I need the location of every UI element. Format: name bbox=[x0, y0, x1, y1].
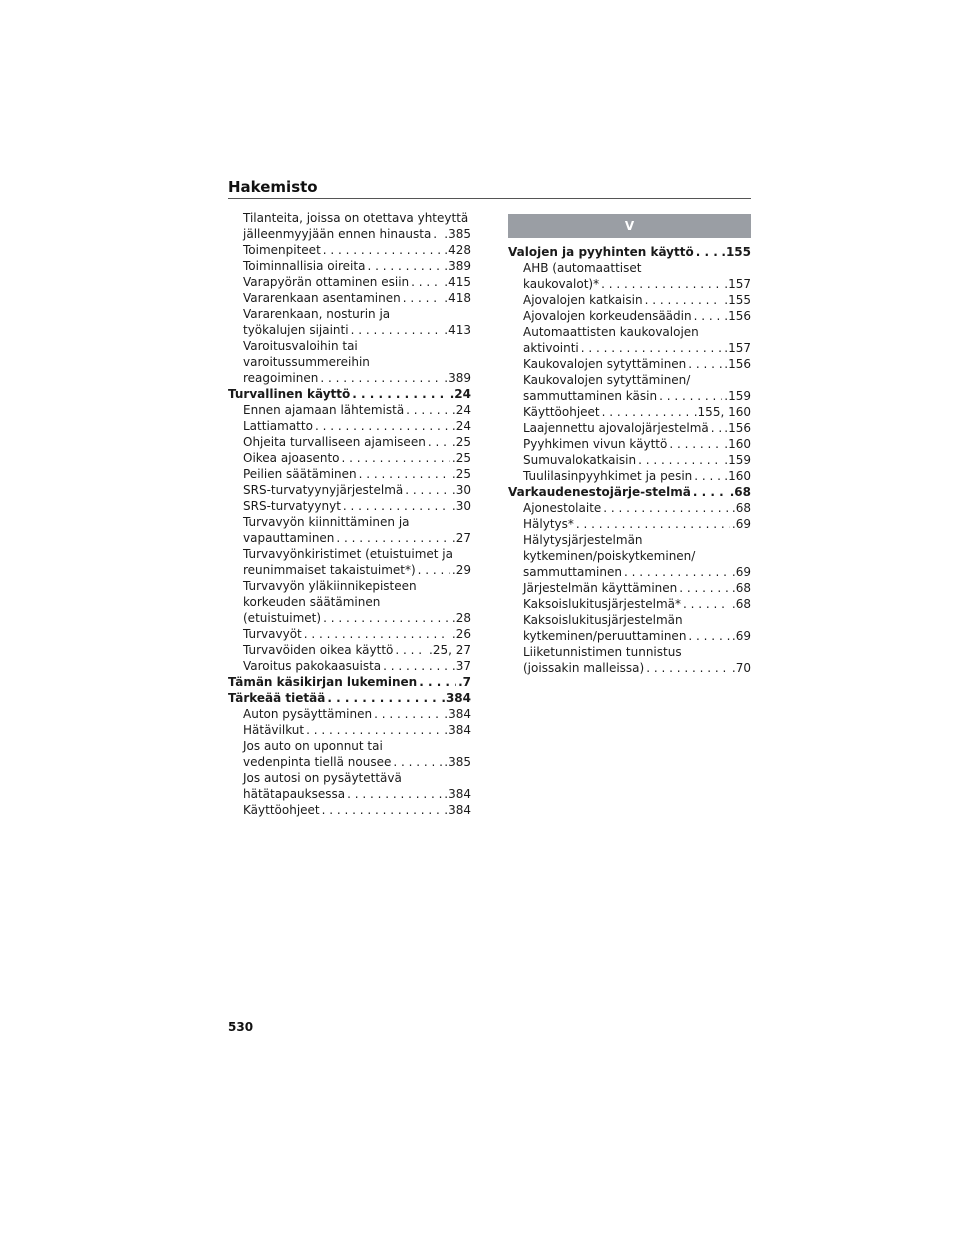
entry-text: Valojen ja pyyhinten käyttö bbox=[508, 245, 694, 259]
index-entry bbox=[228, 482, 471, 498]
page-reference: .30 bbox=[451, 499, 471, 513]
index-entry bbox=[508, 660, 751, 676]
index-entry bbox=[228, 738, 471, 754]
entry-text: vapauttaminen bbox=[243, 531, 335, 545]
dot-leader bbox=[711, 420, 723, 436]
page-reference: .157 bbox=[724, 277, 751, 291]
index-entry bbox=[508, 260, 751, 276]
entry-text: Hälytysjärjestelmän bbox=[523, 533, 643, 547]
entry-text: Pyyhkimen vivun käyttö bbox=[523, 437, 668, 451]
page-reference: .155 bbox=[721, 245, 751, 259]
dot-leader bbox=[323, 242, 443, 258]
entry-text: (joissakin malleissa) bbox=[523, 661, 645, 675]
dot-leader bbox=[659, 388, 722, 404]
entry-text: Turvavöiden oikea käyttö bbox=[243, 643, 394, 657]
page-reference: .68 bbox=[731, 501, 751, 515]
index-entry bbox=[508, 580, 751, 596]
index-entry bbox=[228, 210, 471, 226]
index-entry bbox=[228, 322, 471, 338]
entry-text: Toimenpiteet bbox=[243, 243, 321, 257]
index-entry bbox=[228, 770, 471, 786]
page-reference: .159 bbox=[724, 453, 751, 467]
index-entry bbox=[228, 786, 471, 802]
page-reference: .25 bbox=[451, 435, 471, 449]
entry-text: sammuttaminen bbox=[523, 565, 622, 579]
dot-leader bbox=[343, 498, 450, 514]
entry-text: korkeuden säätäminen bbox=[243, 595, 381, 609]
index-entry bbox=[228, 434, 471, 450]
index-entry bbox=[228, 594, 471, 610]
entry-text: Varoitusvaloihin tai bbox=[243, 339, 358, 353]
entry-text: Toiminnallisia oireita bbox=[243, 259, 366, 273]
page-reference: .26 bbox=[451, 627, 471, 641]
page-reference: .385 bbox=[444, 755, 471, 769]
entry-text: Turvavyöt bbox=[243, 627, 302, 641]
dot-leader bbox=[601, 276, 722, 292]
index-entry bbox=[228, 642, 471, 658]
entry-text: Turvallinen käyttö bbox=[228, 387, 351, 401]
entry-text: Oikea ajoasento bbox=[243, 451, 340, 465]
index-entry bbox=[228, 514, 471, 530]
index-entry bbox=[228, 530, 471, 546]
entry-text: Käyttöohjeet bbox=[243, 803, 320, 817]
page-reference: .69 bbox=[731, 629, 751, 643]
index-heading bbox=[228, 386, 471, 402]
index-entry bbox=[228, 306, 471, 322]
entry-text: Laajennettu ajovalojärjestelmä bbox=[523, 421, 709, 435]
index-entry bbox=[228, 562, 471, 578]
page-reference: .25, 27 bbox=[429, 643, 471, 657]
dot-leader bbox=[418, 562, 450, 578]
dot-leader bbox=[306, 722, 442, 738]
page-reference: .25 bbox=[451, 467, 471, 481]
dot-leader bbox=[359, 466, 450, 482]
entry-text: SRS-turvatyynyt bbox=[243, 499, 341, 513]
dot-leader bbox=[322, 802, 443, 818]
page-reference: .413 bbox=[444, 323, 471, 337]
index-entry bbox=[508, 340, 751, 356]
page-reference: .25 bbox=[451, 451, 471, 465]
dot-leader bbox=[405, 482, 450, 498]
dot-leader bbox=[646, 660, 730, 676]
index-entry bbox=[228, 450, 471, 466]
index-entry bbox=[508, 500, 751, 516]
index-entry bbox=[228, 546, 471, 562]
entry-text: Peilien säätäminen bbox=[243, 467, 357, 481]
entry-text: Ajonestolaite bbox=[523, 501, 602, 515]
page-reference: .156 bbox=[724, 309, 751, 323]
entry-text: Varapyörän ottaminen esiin bbox=[243, 275, 410, 289]
index-entry bbox=[508, 356, 751, 372]
index-entries-right bbox=[508, 244, 751, 676]
dot-leader bbox=[323, 610, 450, 626]
page-reference: .159 bbox=[724, 389, 751, 403]
index-entry bbox=[508, 324, 751, 340]
index-entry bbox=[508, 436, 751, 452]
index-entry bbox=[508, 420, 751, 436]
dot-leader bbox=[576, 516, 730, 532]
entry-text: jälleenmyyjään ennen hinausta bbox=[243, 227, 432, 241]
dot-leader bbox=[367, 258, 442, 274]
index-entry bbox=[508, 308, 751, 324]
page-reference: .24 bbox=[451, 419, 471, 433]
dot-leader bbox=[428, 434, 450, 450]
entry-text: Ennen ajamaan lähtemistä bbox=[243, 403, 405, 417]
entry-text: Turvavyönkiristimet (etuistuimet ja bbox=[243, 547, 453, 561]
entry-text: Automaattisten kaukovalojen bbox=[523, 325, 699, 339]
page-reference: .70 bbox=[731, 661, 751, 675]
page-reference: .385 bbox=[444, 227, 471, 241]
page-reference: .69 bbox=[731, 565, 751, 579]
index-entry bbox=[228, 338, 471, 354]
page-reference: .24 bbox=[449, 387, 471, 401]
entry-text: kytkeminen/poiskytkeminen/ bbox=[523, 549, 696, 563]
page-reference: .384 bbox=[444, 707, 471, 721]
page-reference: .28 bbox=[451, 611, 471, 625]
page-reference: .156 bbox=[724, 421, 751, 435]
entry-text: työkalujen sijainti bbox=[243, 323, 349, 337]
index-entry bbox=[228, 754, 471, 770]
dot-leader bbox=[683, 596, 730, 612]
dot-leader bbox=[393, 754, 442, 770]
page-reference: .160 bbox=[724, 469, 751, 483]
dot-leader bbox=[688, 628, 729, 644]
index-entry bbox=[228, 226, 471, 242]
entry-text: Kaukovalojen sytyttäminen bbox=[523, 357, 687, 371]
dot-leader bbox=[406, 402, 450, 418]
page-reference: .428 bbox=[444, 243, 471, 257]
entry-text: Hätävilkut bbox=[243, 723, 305, 737]
entry-text: Jos auto on uponnut tai bbox=[243, 739, 383, 753]
index-entry bbox=[508, 644, 751, 660]
dot-leader bbox=[638, 452, 722, 468]
index-entry bbox=[228, 274, 471, 290]
dot-leader bbox=[320, 370, 442, 386]
index-entry bbox=[508, 372, 751, 388]
dot-leader bbox=[419, 674, 456, 690]
index-entry bbox=[228, 658, 471, 674]
section-letter: V bbox=[624, 219, 635, 233]
dot-leader bbox=[433, 226, 442, 242]
page-reference: .27 bbox=[451, 531, 471, 545]
index-entry bbox=[508, 452, 751, 468]
entry-text: Sumuvalokatkaisin bbox=[523, 453, 637, 467]
entry-text: Tärkeää tietää bbox=[228, 691, 326, 705]
index-entry bbox=[228, 258, 471, 274]
dot-leader bbox=[395, 642, 427, 658]
page-reference: .29 bbox=[451, 563, 471, 577]
entry-text: Järjestelmän käyttäminen bbox=[523, 581, 678, 595]
dot-leader bbox=[581, 340, 723, 356]
entry-text: Auton pysäyttäminen bbox=[243, 707, 373, 721]
page-reference: .30 bbox=[451, 483, 471, 497]
entry-text: aktivointi bbox=[523, 341, 579, 355]
page-reference: .68 bbox=[731, 597, 751, 611]
index-entry bbox=[508, 564, 751, 580]
dot-leader bbox=[669, 436, 722, 452]
dot-leader bbox=[327, 690, 439, 706]
page-reference: .69 bbox=[731, 517, 751, 531]
index-entry bbox=[508, 388, 751, 404]
page-reference: .155 bbox=[724, 293, 751, 307]
entry-text: Turvavyön yläkiinnikepisteen bbox=[243, 579, 417, 593]
entry-text: Lattiamatto bbox=[243, 419, 313, 433]
index-entry bbox=[228, 722, 471, 738]
dot-leader bbox=[315, 418, 450, 434]
page-reference: .68 bbox=[731, 581, 751, 595]
entry-text: Kaksoislukitusjärjestelmä* bbox=[523, 597, 681, 611]
entry-text: kytkeminen/peruuttaminen bbox=[523, 629, 687, 643]
index-entry bbox=[228, 354, 471, 370]
entry-text: Tuulilasinpyyhkimet ja pesin bbox=[523, 469, 693, 483]
dot-leader bbox=[403, 290, 443, 306]
entry-text: Tämän käsikirjan lukeminen bbox=[228, 675, 418, 689]
index-entry bbox=[228, 578, 471, 594]
entry-text: Kaksoislukitusjärjestelmän bbox=[523, 613, 683, 627]
entry-text: Vararenkaan, nosturin ja bbox=[243, 307, 391, 321]
entry-text: sammuttaminen käsin bbox=[523, 389, 658, 403]
page-reference: .384 bbox=[444, 803, 471, 817]
entry-text: kaukovalot)* bbox=[523, 277, 600, 291]
entry-text: Hälytys* bbox=[523, 517, 574, 531]
page-reference: .157 bbox=[724, 341, 751, 355]
dot-leader bbox=[603, 500, 730, 516]
dot-leader bbox=[347, 786, 442, 802]
page-number: 530 bbox=[228, 1020, 254, 1034]
dot-leader bbox=[679, 580, 730, 596]
dot-leader bbox=[411, 274, 442, 290]
index-entry bbox=[508, 292, 751, 308]
dot-leader bbox=[351, 322, 443, 338]
index-entry bbox=[508, 612, 751, 628]
dot-leader bbox=[694, 468, 722, 484]
index-entry bbox=[508, 468, 751, 484]
page-reference: .384 bbox=[444, 787, 471, 801]
header-divider bbox=[228, 198, 751, 199]
entry-text: reunimmaiset takaistuimet*) bbox=[243, 563, 416, 577]
section-letter-band bbox=[508, 214, 751, 238]
entry-text: reagoiminen bbox=[243, 371, 319, 385]
page-reference: .24 bbox=[451, 403, 471, 417]
entry-text: vedenpinta tiellä nousee bbox=[243, 755, 392, 769]
index-column-left bbox=[228, 210, 471, 818]
page-reference: .389 bbox=[444, 259, 471, 273]
dot-leader bbox=[694, 308, 723, 324]
dot-leader bbox=[688, 356, 722, 372]
dot-leader bbox=[374, 706, 442, 722]
index-entry bbox=[228, 802, 471, 818]
dot-leader bbox=[304, 626, 450, 642]
entry-text: Ajovalojen korkeudensäädin bbox=[523, 309, 692, 323]
page-reference: .415 bbox=[444, 275, 471, 289]
entry-text: varoitussummereihin bbox=[243, 355, 370, 369]
entry-text: Tilanteita, joissa on otettava yhteyttä bbox=[243, 211, 469, 225]
index-entry bbox=[508, 548, 751, 564]
index-entry bbox=[228, 466, 471, 482]
index-entry bbox=[228, 498, 471, 514]
dot-leader bbox=[383, 658, 450, 674]
page-reference: .37 bbox=[451, 659, 471, 673]
index-entry bbox=[508, 532, 751, 548]
entry-text: Ajovalojen katkaisin bbox=[523, 293, 643, 307]
page-reference: .155, 160 bbox=[693, 405, 751, 419]
dot-leader bbox=[342, 450, 450, 466]
index-entry bbox=[228, 626, 471, 642]
page-reference: .389 bbox=[444, 371, 471, 385]
index-entry bbox=[508, 628, 751, 644]
index-entry bbox=[228, 610, 471, 626]
index-entry bbox=[228, 370, 471, 386]
entry-text: SRS-turvatyynyjärjestelmä bbox=[243, 483, 404, 497]
index-entry bbox=[508, 276, 751, 292]
index-entry bbox=[228, 402, 471, 418]
page-reference: .7 bbox=[458, 675, 471, 689]
entry-text: AHB (automaattiset bbox=[523, 261, 642, 275]
page-reference: .418 bbox=[444, 291, 471, 305]
page-reference: .160 bbox=[724, 437, 751, 451]
entry-text: Vararenkaan asentaminen bbox=[243, 291, 401, 305]
page-reference: .384 bbox=[444, 723, 471, 737]
dot-leader bbox=[352, 386, 447, 402]
entry-text: Varkaudenestojärje-stelmä bbox=[508, 485, 691, 499]
dot-leader bbox=[696, 244, 720, 260]
dot-leader bbox=[645, 292, 723, 308]
index-heading bbox=[228, 690, 471, 706]
dot-leader bbox=[624, 564, 730, 580]
index-entry bbox=[508, 516, 751, 532]
page-reference: .384 bbox=[441, 691, 471, 705]
page-reference: .156 bbox=[724, 357, 751, 371]
entry-text: Varoitus pakokaasuista bbox=[243, 659, 382, 673]
page-title: Hakemisto bbox=[228, 178, 318, 196]
index-entry bbox=[508, 596, 751, 612]
index-entry bbox=[228, 242, 471, 258]
entry-text: Jos autosi on pysäytettävä bbox=[243, 771, 402, 785]
index-heading bbox=[228, 674, 471, 690]
entry-text: Käyttöohjeet bbox=[523, 405, 600, 419]
entry-text: Liiketunnistimen tunnistus bbox=[523, 645, 682, 659]
index-heading bbox=[508, 244, 751, 260]
entry-text: Ohjeita turvalliseen ajamiseen bbox=[243, 435, 426, 449]
index-entry bbox=[228, 706, 471, 722]
index-entry bbox=[228, 418, 471, 434]
entry-text: Turvavyön kiinnittäminen ja bbox=[243, 515, 410, 529]
entry-text: Kaukovalojen sytyttäminen/ bbox=[523, 373, 691, 387]
entry-text: (etuistuimet) bbox=[243, 611, 322, 625]
dot-leader bbox=[602, 404, 692, 420]
index-column-right bbox=[508, 210, 751, 676]
entry-text: hätätapauksessa bbox=[243, 787, 346, 801]
dot-leader bbox=[336, 530, 449, 546]
index-heading bbox=[508, 484, 751, 500]
index-entry bbox=[228, 290, 471, 306]
page-reference: .68 bbox=[729, 485, 751, 499]
dot-leader bbox=[693, 484, 728, 500]
index-entry bbox=[508, 404, 751, 420]
